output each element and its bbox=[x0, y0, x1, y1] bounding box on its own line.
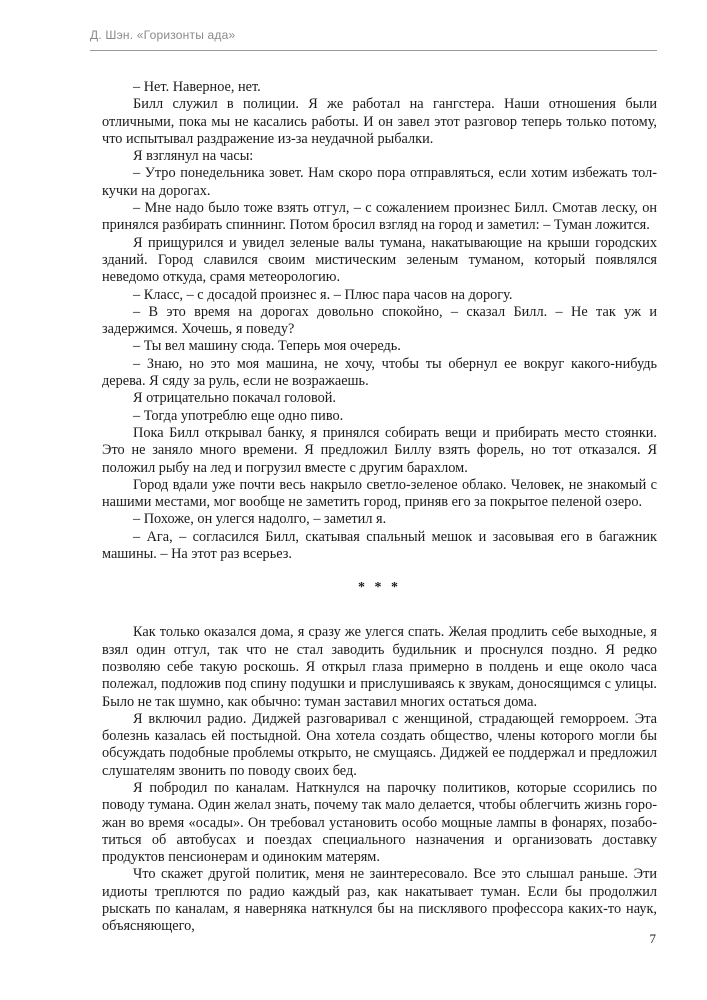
paragraph: Как только оказался дома, я сразу же улегся спать. Желая продлить себе выходные, я взял один отгул, так что не стал заводить будильник и проснулся поздно. Я редко позволяю себе такую роскошь. Я открыл глаза примерно в полдень и еще около часа полежал, подложив под спину подушки и прислушиваясь к звукам, доносящимся с улицы. Было не так шумно, как обычно: туман заставил многих остаться дома. bbox=[102, 624, 657, 710]
paragraph: Я побродил по каналам. Наткнулся на парочку политиков, которые ссорились по поводу тумана. Один желал знать, почему так мало делается, чтобы облегчить жизнь горожан во время «осады». Он требовал установить особо мощные лампы в фонарях, позаботиться об автобусах и поездах специального назначения и организовать доставку продуктов пенсионерам и одиноким матерям. bbox=[102, 779, 657, 866]
running-head: Д. Шэн. «Горизонты ада» bbox=[90, 28, 236, 42]
paragraph: Я отрицательно покачал головой. bbox=[133, 390, 336, 407]
section-separator: * * * bbox=[358, 580, 401, 596]
paragraph: – Ага, – согласился Билл, скатывая спальный мешок и засовывая его в багажник машины. – На этот раз всерьез. bbox=[102, 528, 657, 563]
paragraph: Город вдали уже почти весь накрыло светло-зеленое облако. Человек, не знакомый с нашими местами, мог вообще не заметить город, приняв его за покрытое пеленой озеро. bbox=[102, 476, 657, 511]
paragraph: Я прищурился и увидел зеленые валы тумана, накатывающие на крыши городских зданий. Город славился своим мистическим зеленым туманом, который появлялся неведомо откуда, срамя метеорологию. bbox=[102, 234, 657, 286]
paragraph: Я включил радио. Диджей разговаривал с женщиной, страдающей геморроем. Эта болезнь казалась ей постыдной. Она хотела создать общество, члены которого могли бы обсуждать подобные проблемы открыто, не смущаясь. Диджей ее поддержал и предложил слушателям звонить по поводу своих бед. bbox=[102, 710, 657, 779]
paragraph: – Класс, – с досадой произнес я. – Плюс пара часов на дорогу. bbox=[133, 286, 513, 303]
paragraph: Пока Билл открывал банку, я принялся собирать вещи и прибирать место стоянки. Это не заняло много времени. Я предложил Биллу взять форель, но тот отказался. Я положил рыбу на лед и погрузил вместе с другим барахлом. bbox=[102, 424, 657, 476]
paragraph: – Знаю, но это моя машина, не хочу, чтобы ты обернул ее вокруг какого-нибудь дерева. Я сяду за руль, если не возражаешь. bbox=[102, 355, 657, 390]
paragraph: – Мне надо было тоже взять отгул, – с сожалением произнес Билл. Смотав леску, он принялся разбирать спиннинг. Потом бросил взгляд на город и заметил: – Туман ложится. bbox=[102, 200, 657, 234]
paragraph: Я взглянул на часы: bbox=[133, 148, 254, 165]
page-number: 7 bbox=[649, 931, 656, 946]
paragraph: Билл служил в полиции. Я же работал на гангстера. Наши отношения были отличными, пока мы не касались работы. И он завел этот разговор теперь только потому, что испытывал раздражение из-за неудачной рыбалки. bbox=[102, 96, 657, 147]
paragraph: – В это время на дорогах довольно спокойно, – сказал Билл. – Не так уж и задержимся. Хочешь, я поведу? bbox=[102, 303, 657, 338]
paragraph: – Ты вел машину сюда. Теперь моя очередь. bbox=[133, 338, 401, 355]
paragraph: – Тогда употреблю еще одно пиво. bbox=[133, 407, 344, 424]
paragraph: Что скажет другой политик, меня не заинтересовало. Все это слышал раньше. Эти идиоты треплются по радио каждый раз, как накатывает туман. Если бы продолжил рыскать по каналам, я наверняка наткнулся бы на писклявого профессора каких-то наук, объясняющего, bbox=[102, 866, 657, 935]
paragraph: – Похоже, он улегся надолго, – заметил я. bbox=[133, 511, 387, 528]
paragraph: – Утро понедельника зовет. Нам скоро пора отправляться, если хотим избежать толкучки на дорогах. bbox=[102, 165, 657, 199]
header-rule bbox=[90, 50, 657, 51]
paragraph: – Нет. Наверное, нет. bbox=[133, 79, 261, 95]
body-text bbox=[102, 79, 657, 936]
